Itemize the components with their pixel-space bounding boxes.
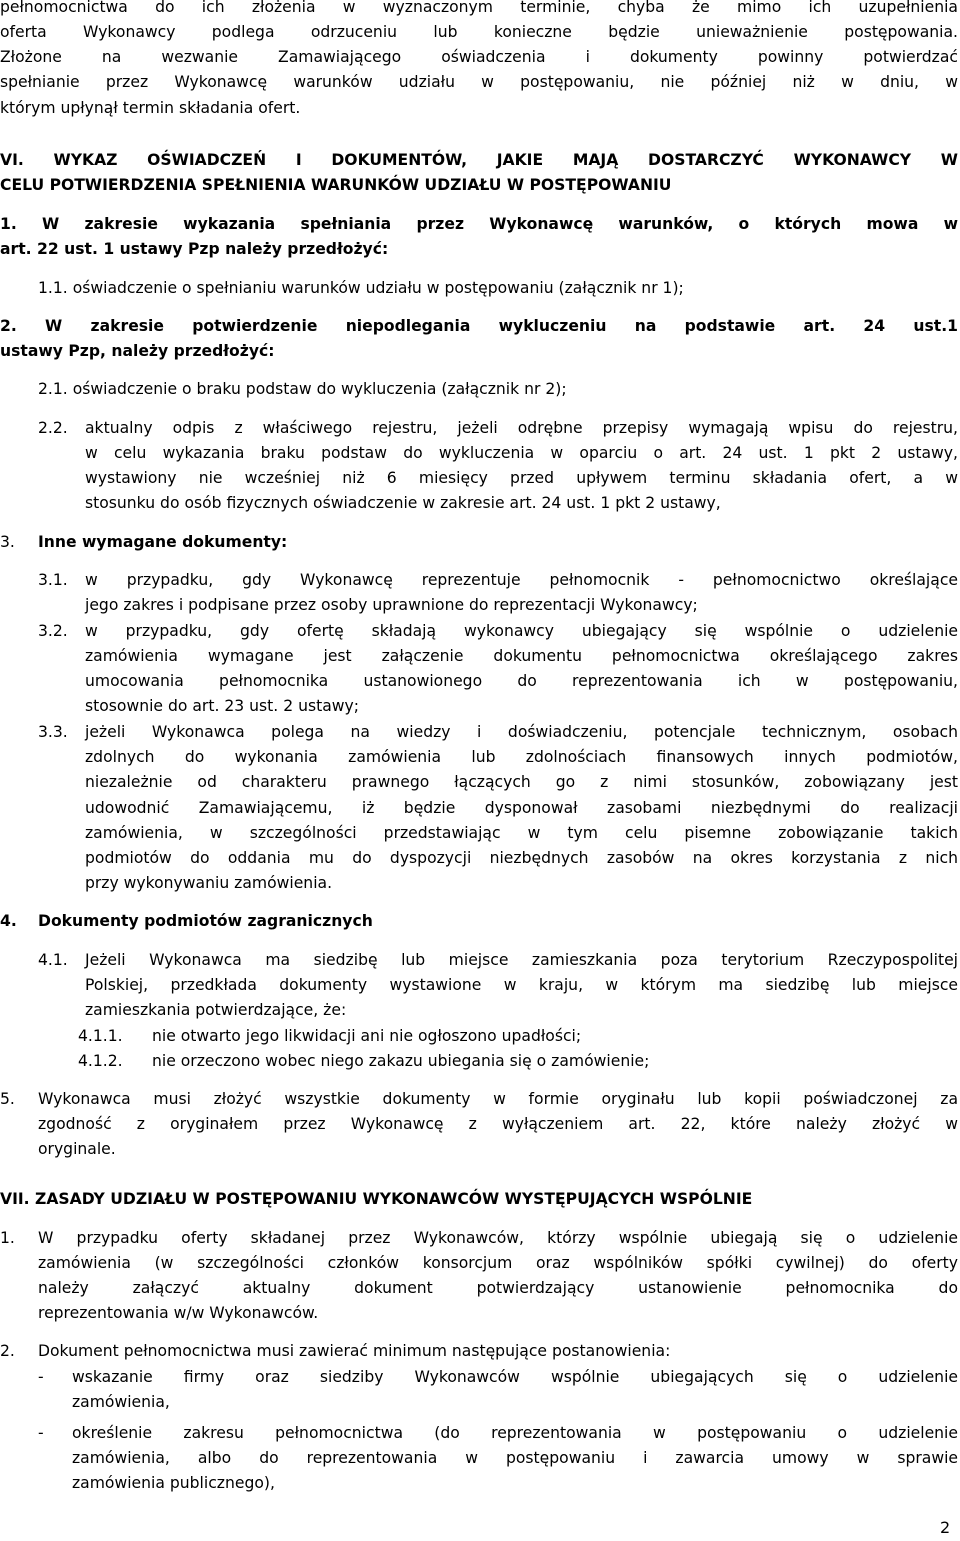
section-vi-heading: VI. WYKAZ OŚWIADCZEŃ I DOKUMENTÓW, JAKIE MAJĄ DOSTARCZYĆ WYKONAWCY W <box>0 151 958 169</box>
vi-2-2-line: wystawiony nie wcześniej niż 6 miesięcy przed upływem terminu składania ofert, a w <box>85 469 958 487</box>
vi-5-line: Wykonawca musi złożyć wszystkie dokumenty w formie oryginału lub kopii poświadczonej za <box>38 1090 958 1108</box>
vi-4-1-line: zamieszkania potwierdzające, że: <box>85 1001 347 1019</box>
intro-line: spełnianie przez Wykonawcę warunków udziału w postępowaniu, nie później niż w dniu, w <box>0 73 958 91</box>
vii-1-line: należy załączyć aktualny dokument potwierdzający ustanowienie pełnomocnika do <box>38 1279 958 1297</box>
vi-3-number: 3. <box>0 533 15 551</box>
vii-2-bullet-line: zamówienia, albo do reprezentowania w postępowaniu i zawarcia umowy w sprawie <box>72 1449 958 1467</box>
vii-1-line: zamówienia (w szczególności członków konsorcjum oraz wspólników spółki cywilnej) do oferty <box>38 1254 958 1272</box>
vi-4-1-2-item: nie orzeczono wobec niego zakazu ubiegania się o zamówienie; <box>152 1052 650 1070</box>
vi-4-1-2-number: 4.1.2. <box>78 1052 123 1070</box>
vii-2-bullet-line: zamówienia, <box>72 1393 170 1411</box>
vi-5-number: 5. <box>0 1090 15 1108</box>
vi-3-3-number: 3.3. <box>38 723 68 741</box>
vi-4-1-line: Jeżeli Wykonawca ma siedzibę lub miejsce zamieszkania poza terytorium Rzeczypospolitej <box>85 951 958 969</box>
vi-2-2-number: 2.2. <box>38 419 68 437</box>
vii-2-bullet-line: określenie zakresu pełnomocnictwa (do reprezentowania w postępowaniu o udzielenie <box>72 1424 958 1442</box>
vi-3-3-line: zamówienia, w szczególności przedstawiając w tym celu pisemne zobowiązanie takich <box>85 824 958 842</box>
vi-4-1-1-number: 4.1.1. <box>78 1027 123 1045</box>
vi-3-2-line: zamówienia wymagane jest załączenie dokumentu pełnomocnictwa określającego zakres <box>85 647 958 665</box>
intro-line: Złożone na wezwanie Zamawiającego oświadczenia i dokumenty powinny potwierdzać <box>0 48 958 66</box>
vi-3-3-line: jeżeli Wykonawca polega na wiedzy i doświadczeniu, potencjale technicznym, osobach <box>85 723 958 741</box>
vi-4-1-1-item: nie otwarto jego likwidacji ani nie ogłoszono upadłości; <box>152 1027 582 1045</box>
intro-line: którym upłynął termin składania ofert. <box>0 99 301 117</box>
vi-3-3-line: udowodnić Zamawiającemu, iż będzie dysponował zasobami niezbędnymi do realizacji <box>85 799 958 817</box>
page-number: 2 <box>940 1518 951 1537</box>
vi-3-3-line: zdolnych do wykonania zamówienia lub zdolnościach finansowych innych podmiotów, <box>85 748 958 766</box>
intro-line: oferta Wykonawcy podlega odrzuceniu lub konieczne będzie unieważnienie postępowania. <box>0 23 958 41</box>
vi-5-line: oryginale. <box>38 1140 116 1158</box>
vii-1-line: reprezentowania w/w Wykonawców. <box>38 1304 319 1322</box>
vii-2-line: Dokument pełnomocnictwa musi zawierać minimum następujące postanowienia: <box>38 1342 671 1360</box>
bullet-dash: - <box>38 1368 44 1386</box>
vi-4-1-number: 4.1. <box>38 951 68 969</box>
vi-1-1-item: 1.1. oświadczenie o spełnianiu warunków udziału w postępowaniu (załącznik nr 1); <box>38 279 684 297</box>
vi-3-1-line: jego zakres i podpisane przez osoby uprawnione do reprezentacji Wykonawcy; <box>85 596 698 614</box>
vi-4-title: Dokumenty podmiotów zagranicznych <box>38 912 373 930</box>
vii-1-number: 1. <box>0 1229 15 1247</box>
vi-2-heading: 2. W zakresie potwierdzenie niepodlegania wykluczeniu na podstawie art. 24 ust.1 <box>0 317 958 335</box>
vii-2-bullet-line: wskazanie firmy oraz siedziby Wykonawców wspólnie ubiegających się o udzielenie <box>72 1368 958 1386</box>
vi-5-line: zgodność z oryginałem przez Wykonawcę z wyłączeniem art. 22, które należy złożyć w <box>38 1115 958 1133</box>
vi-3-2-number: 3.2. <box>38 622 68 640</box>
vi-3-2-line: umocowania pełnomocnika ustanowionego do reprezentowania ich w postępowaniu, <box>85 672 958 690</box>
vi-3-title: Inne wymagane dokumenty: <box>38 533 288 551</box>
vi-2-1-item: 2.1. oświadczenie o braku podstaw do wykluczenia (załącznik nr 2); <box>38 380 567 398</box>
vi-3-1-number: 3.1. <box>38 571 68 589</box>
vi-1-heading-cont: art. 22 ust. 1 ustawy Pzp należy przedłożyć: <box>0 240 389 258</box>
vii-2-bullet-line: zamówienia publicznego), <box>72 1474 275 1492</box>
vi-3-3-line: podmiotów do oddania mu do dyspozycji niezbędnych zasobów na okres korzystania z nich <box>85 849 958 867</box>
vii-1-line: W przypadku oferty składanej przez Wykonawców, którzy wspólnie ubiegają się o udzielenie <box>38 1229 958 1247</box>
vi-4-number: 4. <box>0 912 17 930</box>
vi-2-2-line: stosunku do osób fizycznych oświadczenie w zakresie art. 24 ust. 1 pkt 2 ustawy, <box>85 494 721 512</box>
vi-4-1-line: Polskiej, przedkłada dokumenty wystawione w kraju, w którym ma siedzibę lub miejsce <box>85 976 958 994</box>
vi-3-2-line: w przypadku, gdy ofertę składają wykonawcy ubiegający się wspólnie o udzielenie <box>85 622 958 640</box>
vi-3-3-line: przy wykonywaniu zamówienia. <box>85 874 333 892</box>
bullet-dash: - <box>38 1424 44 1442</box>
vi-3-3-line: niezależnie od charakteru prawnego łączących go z nimi stosunków, zobowiązany jest <box>85 773 958 791</box>
vi-2-heading-cont: ustawy Pzp, należy przedłożyć: <box>0 342 275 360</box>
vii-2-number: 2. <box>0 1342 15 1360</box>
vi-2-2-line: w celu wykazania braku podstaw do wykluczenia w oparciu o art. 24 ust. 1 pkt 2 ustawy, <box>85 444 958 462</box>
vi-3-1-line: w przypadku, gdy Wykonawcę reprezentuje pełnomocnik - pełnomocnictwo określające <box>85 571 958 589</box>
vi-2-2-line: aktualny odpis z właściwego rejestru, jeżeli odrębne przepisy wymagają wpisu do rejestru, <box>85 419 958 437</box>
intro-line: pełnomocnictwa do ich złożenia w wyznaczonym terminie, chyba że mimo ich uzupełnienia <box>0 0 958 16</box>
vi-1-heading: 1. W zakresie wykazania spełniania przez Wykonawcę warunków, o których mowa w <box>0 215 958 233</box>
section-vi-heading-cont: CELU POTWIERDZENIA SPEŁNIENIA WARUNKÓW UDZIAŁU W POSTĘPOWANIU <box>0 176 672 194</box>
vi-3-2-line: stosownie do art. 23 ust. 2 ustawy; <box>85 697 359 715</box>
section-vii-heading: VII. ZASADY UDZIAŁU W POSTĘPOWANIU WYKONAWCÓW WYSTĘPUJĄCYCH WSPÓLNIE <box>0 1190 753 1208</box>
